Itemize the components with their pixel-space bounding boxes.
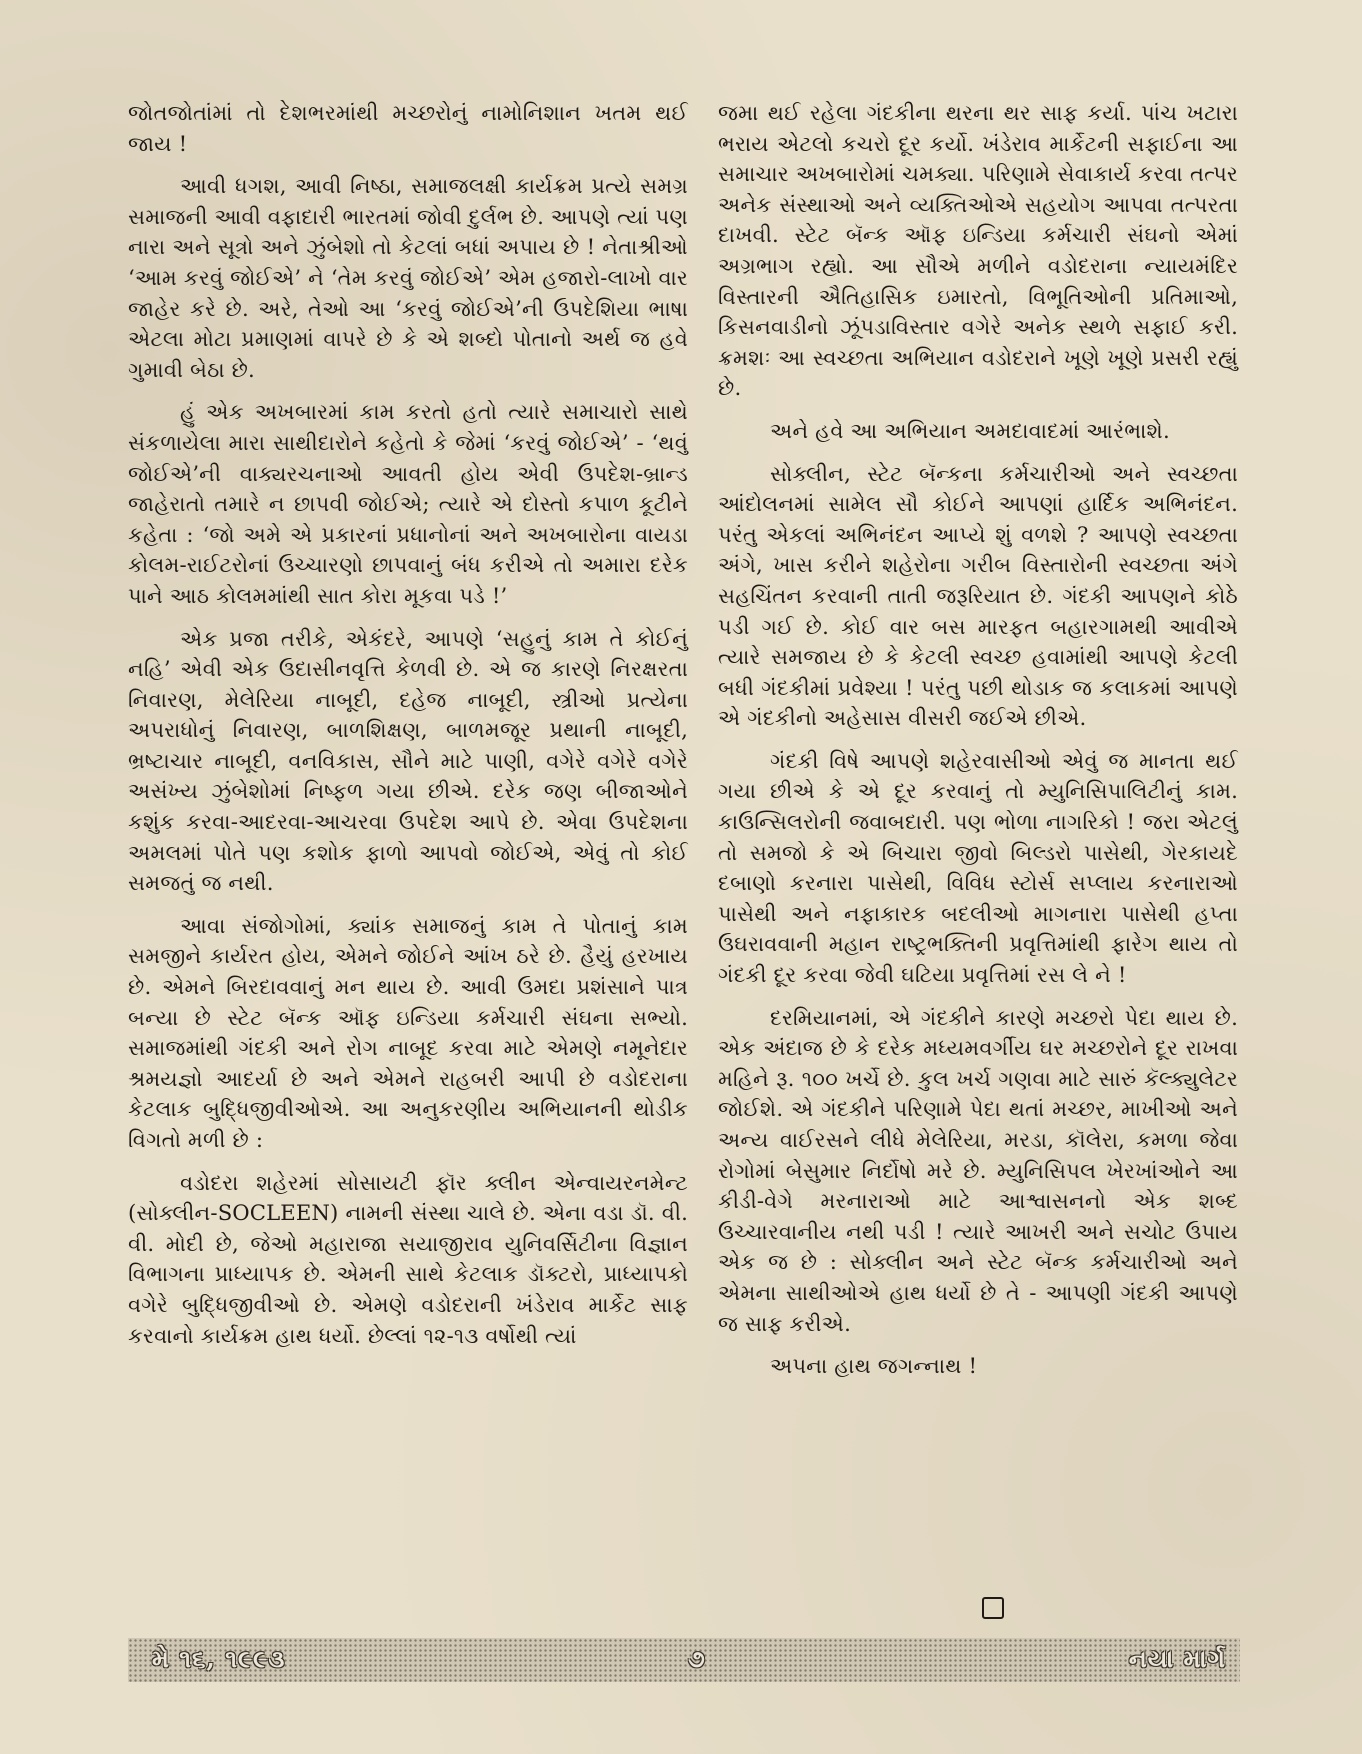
page-number: ૭ <box>688 1644 706 1673</box>
square-end-mark-icon <box>982 1597 1004 1619</box>
paragraph: સોક્લીન, સ્ટેટ બૅન્કના કર્મચારીઓ અને સ્વચ્છતા આંદોલનમાં સામેલ સૌ કોઈને આપણાં હાર્દિક અભિનંદન. પરંતુ એકલાં અભિનંદન આપ્યે શું વળશે ? આપણે સ્વચ્છતા અંગે, ખાસ કરીને શહેરોના ગરીબ વિસ્તારોની સ્વચ્છતા અંગે સહચિંતન કરવાની તાતી જરૂરિયાત છે. ગંદકી આપણને કોઠે પડી ગઈ છે. કોઈ વાર બસ મારફત બહારગામથી આવીએ ત્યારે સમજાય છે કે કેટલી સ્વચ્છ હવામાંથી આપણે કેટલી બધી ગંદકીમાં પ્રવેશ્યા ! પરંતુ પછી થોડાક જ કલાકમાં આપણે એ ગંદકીનો અહેસાસ વીસરી જઈએ છીએ. <box>718 460 1238 731</box>
issue-date: મે ૧૬, ૧૯૯૩ <box>152 1644 286 1673</box>
magazine-title: નયા માર્ગ <box>1128 1644 1226 1673</box>
closing-line: અપના હાથ જગન્નાથ ! <box>770 1353 978 1379</box>
paragraph: આવા સંજોગોમાં, ક્યાંક સમાજનું કામ તે પોતાનું કામ સમજીને કાર્યરત હોય, એમને જોઈને આંખ ઠરે છે. હૈયું હરખાય છે. એમને બિરદાવવાનું મન થાય છે. આવી ઉમદા પ્રશંસાને પાત્ર બન્યા છે સ્ટેટ બૅન્ક ઑફ ઇન્ડિયા કર્મચારી સંઘના સભ્યો. સમાજમાંથી ગંદકી અને રોગ નાબૂદ કરવા માટે એમણે નમૂનેદાર શ્રમયજ્ઞો આદર્યા છે અને એમને રાહબરી આપી છે વડોદરાના કેટલાક બુદ્ધિજીવીઓએ. આ અનુકરણીય અભિયાનની થોડીક વિગતો મળી છે : <box>128 912 688 1152</box>
paragraph: અને હવે આ અભિયાન અમદાવાદમાં આરંભાશે. <box>770 417 1170 443</box>
paragraph: ગંદકી વિષે આપણે શહેરવાસીઓ એવું જ માનતા થઈ ગયા છીએ કે એ દૂર કરવાનું તો મ્યુનિસિપાલિટીનું કામ. કાઉન્સિલરોની જવાબદારી. પણ ભોળા નાગરિકો ! જરા એટલું તો સમજો કે એ બિચારા જીવો બિલ્ડરો પાસેથી, ગેરકાયદે દબાણો કરનારા પાસેથી, વિવિધ સ્ટોર્સ સપ્લાય કરનારાઓ પાસેથી અને નફાકારક બદલીઓ માગનારા પાસેથી હપ્તા ઉઘરાવવાની મહાન રાષ્ટ્રભક્તિની પ્રવૃત્તિમાંથી ફારેગ થાય તો ગંદકી દૂર કરવા જેવી ઘટિયા પ્રવૃત્તિમાં રસ લે ને ! <box>718 747 1238 988</box>
paragraph: એક પ્રજા તરીકે, એકંદરે, આપણે ‘સહુનું કામ તે કોઈનું નહિ’ એવી એક ઉદાસીનવૃત્તિ કેળવી છે. એ જ કારણે નિરક્ષરતા નિવારણ, મેલેરિયા નાબૂદી, દહેજ નાબૂદી, સ્ત્રીઓ પ્રત્યેના અપરાધોનું નિવારણ, બાળશિક્ષણ, બાળમજૂર પ્રથાની નાબૂદી, ભ્રષ્ટાચાર નાબૂદી, વનવિકાસ, સૌને માટે પાણી, વગેરે વગેરે વગેરે અસંખ્ય ઝુંબેશોમાં નિષ્ફળ ગયા છીએ. દરેક જણ બીજાઓને કશુંક કરવા-આદરવા-આચરવા ઉપદેશ આપે છે. એવા ઉપદેશના અમલમાં પોતે પણ કશોક ફાળો આપવો જોઈએ, એવું તો કોઈ સમજતું જ નથી. <box>128 625 688 896</box>
page-footer <box>128 1638 1240 1682</box>
left-column <box>128 98 688 1363</box>
paragraph: આવી ધગશ, આવી નિષ્ઠા, સમાજલક્ષી કાર્યક્રમ પ્રત્યે સમગ્ર સમાજની આવી વફાદારી ભારતમાં જોવી દુર્લભ છે. આપણે ત્યાં પણ નારા અને સૂત્રો અને ઝુંબેશો તો કેટલાં બધાં અપાય છે ! નેતાશ્રીઓ ‘આમ કરવું જોઈએ’ ને ‘તેમ કરવું જોઈએ’ એમ હજારો-લાખો વાર જાહેર કરે છે. અરે, તેઓ આ ‘કરવું જોઈએ’ની ઉપદેશિયા ભાષા એટલા મોટા પ્રમાણમાં વાપરે છે કે એ શબ્દો પોતાનો અર્થ જ હવે ગુમાવી બેઠા છે. <box>128 173 688 382</box>
paragraph: હું એક અખબારમાં કામ કરતો હતો ત્યારે સમાચારો સાથે સંકળાયેલા મારા સાથીદારોને કહેતો કે જેમાં ‘કરવું જોઈએ’ - ‘થવું જોઈએ’ની વાક્યરચનાઓ આવતી હોય એવી ઉપદેશ-બ્રાન્ડ જાહેરાતો તમારે ન છાપવી જોઈએ; ત્યારે એ દોસ્તો કપાળ કૂટીને કહેતા : ‘જો અમે એ પ્રકારનાં પ્રધાનોનાં અને અખબારોના વાયડા કોલમ-રાઈટરોનાં ઉચ્ચારણો છાપવાનું બંધ કરીએ તો અમારા દરેક પાને આઠ કોલમમાંથી સાત કોરા મૂકવા પડે !’ <box>128 399 688 608</box>
right-column <box>718 98 1238 1394</box>
paragraph: વડોદરા શહેરમાં સોસાયટી ફૉર ક્લીન એન્વાયરનમેન્ટ (સોક્લીન-SOCLEEN) નામની સંસ્થા ચાલે છે. એના વડા ડૉ. વી. વી. મોદી છે, જેઓ મહારાજા સયાજીરાવ યુનિવર્સિટીના વિજ્ઞાન વિભાગના પ્રાધ્યાપક છે. એમની સાથે કેટલાક ડૉક્ટરો, પ્રાધ્યાપકો વગેરે બુદ્ધિજીવીઓ છે. એમણે વડોદરાની ખંડેરાવ માર્કેટ સાફ કરવાનો કાર્યક્રમ હાથ ધર્યો. છેલ્લાં ૧૨-૧૩ વર્ષોથી ત્યાં <box>128 1169 688 1348</box>
paragraph: દરમિયાનમાં, એ ગંદકીને કારણે મચ્છરો પેદા થાય છે. એક અંદાજ છે કે દરેક મધ્યમવર્ગીય ઘર મચ્છરોને દૂર રાખવા મહિને રૂ. ૧૦૦ ખર્ચે છે. કુલ ખર્ચ ગણવા માટે સારું કૅલ્ક્યુલેટર જોઈશે. એ ગંદકીને પરિણામે પેદા થતાં મચ્છર, માખીઓ અને અન્ય વાઈરસને લીધે મેલેરિયા, મરડા, કૉલેરા, કમળા જેવા રોગોમાં બેસુમાર નિર્દોષો મરે છે. મ્યુનિસિપલ ખેરખાંઓને આ કીડી-વેગે મરનારાઓ માટે આશ્વાસનનો એક શબ્દ ઉચ્ચારવાનીય નથી પડી ! ત્યારે આખરી અને સચોટ ઉપાય એક જ છે : સોક્લીન અને સ્ટેટ બૅન્ક કર્મચારીઓ અને એમના સાથીઓએ હાથ ધર્યો છે તે - આપણી ગંદકી આપણે જ સાફ કરીએ. <box>718 1004 1238 1336</box>
paragraph: જમા થઈ રહેલા ગંદકીના થરના થર સાફ કર્યા. પાંચ ખટારા ભરાય એટલો કચરો દૂર કર્યો. ખંડેરાવ માર્કેટની સફાઈના આ સમાચાર અખબારોમાં ચમક્યા. પરિણામે સેવાકાર્ય કરવા તત્પર અનેક સંસ્થાઓ અને વ્યક્તિઓએ સહયોગ આપવા તત્પરતા દાખવી. સ્ટેટ બૅન્ક ઑફ ઇન્ડિયા કર્મચારી સંઘનો એમાં અગ્રભાગ રહ્યો. આ સૌએ મળીને વડોદરાના ન્યાયમંદિર વિસ્તારની ઐતિહાસિક ઇમારતો, વિભૂતિઓની પ્રતિમાઓ, કિસનવાડીનો ઝૂંપડાવિસ્તાર વગેરે અનેક સ્થળે સફાઈ કરી. ક્રમશઃ આ સ્વચ્છતા અભિયાન વડોદરાને ખૂણે ખૂણે પ્રસરી રહ્યું છે. <box>718 100 1238 401</box>
paragraph: જોતજોતાંમાં તો દેશભરમાંથી મચ્છરોનું નામોનિશાન ખતમ થઈ જાય ! <box>128 100 688 156</box>
